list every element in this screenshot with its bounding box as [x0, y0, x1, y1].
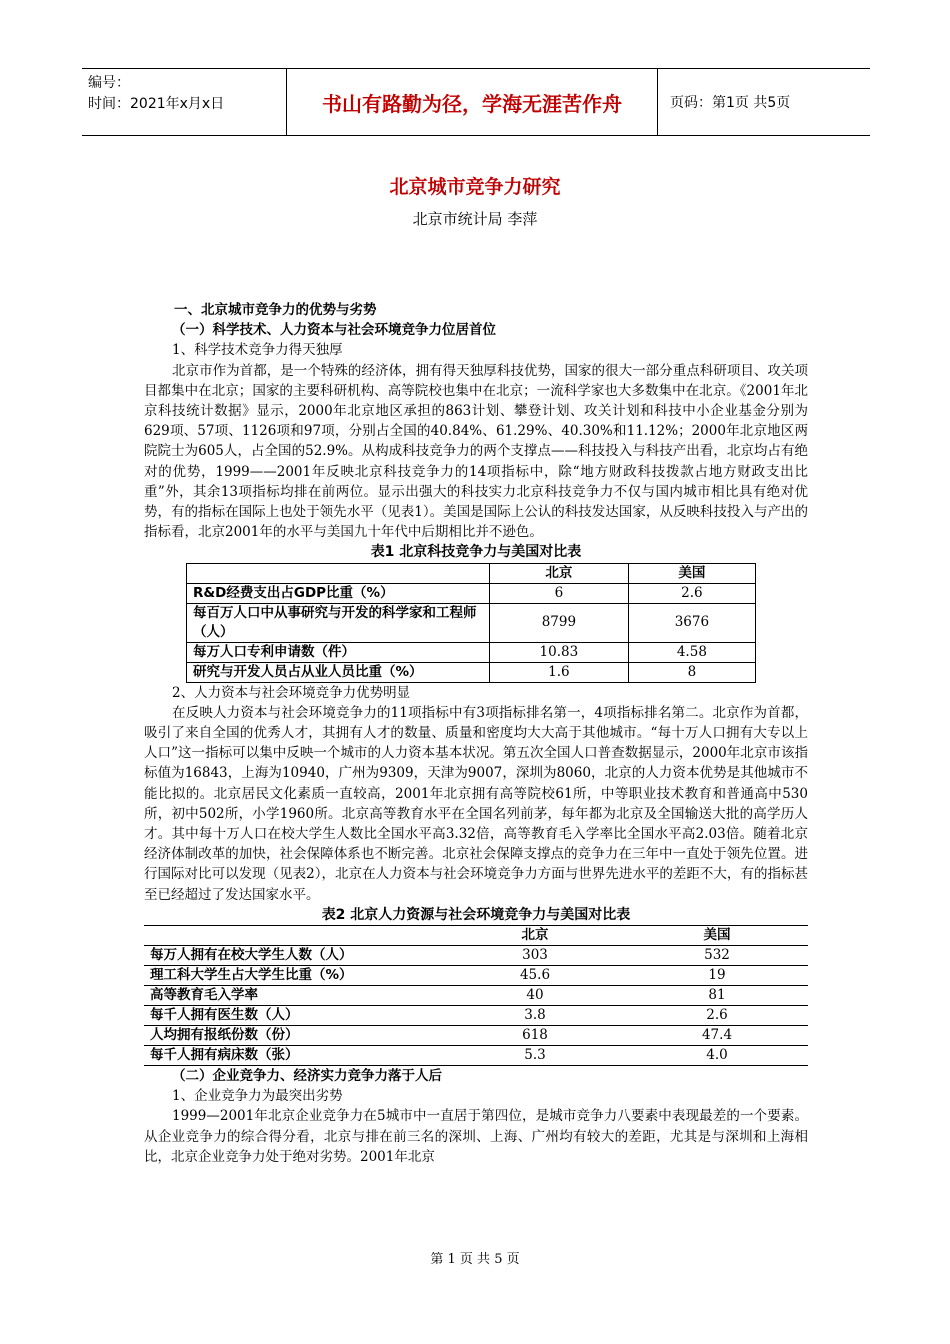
subsection-heading-1: （一）科学技术、人力资本与社会环境竞争力位居首位	[172, 322, 496, 339]
document-author: 北京市统计局 李萍	[412, 210, 538, 228]
header-left	[82, 69, 286, 135]
table-cell-beijing: 40	[444, 986, 626, 1006]
table2	[144, 925, 808, 1066]
header-motto: 书山有路勤为径，学海无涯苦作舟	[286, 69, 658, 135]
table-row	[187, 642, 756, 662]
document-body	[144, 300, 808, 1167]
table-row	[144, 1046, 808, 1066]
page-footer: 第 1 页 共 5 页	[430, 1252, 520, 1267]
item-heading-2: 2、人力资本与社会环境竞争力优势明显	[172, 684, 411, 701]
table-cell-beijing: 303	[444, 946, 626, 966]
table-cell-beijing: 8799	[490, 603, 629, 642]
table-cell-label: 人均拥有报纸份数（份）	[144, 1026, 444, 1046]
table-cell-usa: 532	[626, 946, 808, 966]
item-heading-1: 1、科学技术竞争力得天独厚	[172, 342, 343, 359]
header-page-info: 页码：第1页 共5页	[670, 95, 791, 111]
table1-header-row	[187, 563, 756, 583]
paragraph-2: 在反映人力资本与社会环境竞争力的11项指标中有3项指标排名第一，4项指标排名第二。北京作为首都，吸引了来自全国的优秀人才，其拥有人才的数量、质量和密度均大大高于其他城市。“每十万人口拥有大专以上人口”这一指标可以集中反映一个城市的人力资本基本状况。第五次全国人口普查数据显示，2000年北京市该指标值为16843，上海为10940，广州为9309，天津为9007，深圳为8060，北京的人力资本优势是其他城市不能比拟的。北京居民文化素质一直较高，2001年北京拥有高等院校61所，中等职业技术教育和普通高中530所，初中502所，小学1960所。北京高等教育水平在全国名列前茅，每年都为北京及全国输送大批的高学历人才。其中每十万人口在校大学生人数比全国水平高3.32倍，高等教育毛入学率比全国水平高2.03倍。随着北京经济体制改革的加快，社会保障体系也不断完善。北京社会保障支撑点的竞争力在三年中一直处于领先位置。进行国际对比可以发现（见表2），北京在人力资本与社会环境竞争力方面与世界先进水平的差距不大，有的指标甚至已经超过了发达国家水平。	[144, 704, 808, 903]
table-cell-usa: 19	[626, 966, 808, 986]
table1-caption: 表1 北京科技竞争力与美国对比表	[370, 544, 582, 561]
subsection-heading-2: （二）企业竞争力、经济实力竞争力落于人后	[172, 1068, 442, 1085]
paragraph-1: 北京市作为首都，是一个特殊的经济体，拥有得天独厚科技优势，国家的很大一部分重点科研项目、攻关项目都集中在北京；国家的主要科研机构、高等院校也集中在北京；一流科学家也大多数集中在北京。《2001年北京科技统计数据》显示，2000年北京地区承担的863计划、攀登计划、攻关计划和科技中小企业基金分别为629项、57项、1126项和97项，分别占全国的40.84%、61.29%、40.30%和11.12%；2000年北京地区两院院士为605人，占全国的52.9%。从构成科技竞争力的两个支撑点——科技投入与科技产出看，北京均占有绝对的优势，1999——2001年反映北京科技竞争力的14项指标中，除“地方财政科技拨款占地方财政支出比重”外，其余13项指标均排在前两位。显示出强大的科技实力北京科技竞争力不仅与国内城市相比具有绝对优势，有的指标在国际上也处于领先水平（见表1）。美国是国际上公认的科技发达国家，从反映科技投入与产出的指标看，北京2001年的水平与美国九十年代中后期相比并不逊色。	[144, 362, 808, 541]
table-cell-label: 每万人口专利申请数（件）	[187, 642, 490, 662]
paragraph-3: 1999—2001年北京企业竞争力在5城市中一直居于第四位，是城市竞争力八要素中表现最差的一个要素。从企业竞争力的综合得分看，北京与排在前三名的深圳、上海、广州均有较大的差距，尤其是与深圳和上海相比，北京企业竞争力处于绝对劣势。2001年北京	[144, 1108, 808, 1165]
table-cell-label: 每万人拥有在校大学生人数（人）	[144, 946, 444, 966]
table2-header-cell	[144, 926, 444, 946]
table2-caption: 表2 北京人力资源与社会环境竞争力与美国对比表	[321, 906, 631, 923]
table-cell-label: 每百万人口中从事研究与开发的科学家和工程师（人）	[187, 603, 490, 642]
table-cell-label: 每千人拥有医生数（人）	[144, 1006, 444, 1026]
table-cell-usa: 3676	[628, 603, 755, 642]
table1-header-cell: 美国	[628, 563, 755, 583]
table1-header-cell: 北京	[490, 563, 629, 583]
table-row	[144, 1026, 808, 1046]
table-cell-label: 每千人拥有病床数（张）	[144, 1046, 444, 1066]
document-number-label: 编号：	[88, 75, 130, 91]
table-cell-beijing: 5.3	[444, 1046, 626, 1066]
table-row	[144, 1006, 808, 1026]
item-heading-3: 1、企业竞争力为最突出劣势	[172, 1088, 343, 1105]
table-cell-beijing: 6	[490, 583, 629, 603]
table1	[186, 563, 756, 683]
section-heading: 一、北京城市竞争力的优势与劣势	[174, 302, 377, 318]
table-row	[144, 946, 808, 966]
table-cell-usa: 4.58	[628, 642, 755, 662]
table-row	[187, 603, 756, 642]
table-cell-beijing: 10.83	[490, 642, 629, 662]
table-row	[144, 966, 808, 986]
table-cell-beijing: 1.6	[490, 662, 629, 682]
table-cell-usa: 81	[626, 986, 808, 1006]
page-header	[82, 68, 870, 136]
table-cell-usa: 4.0	[626, 1046, 808, 1066]
table-cell-label: R&D经费支出占GDP比重（%）	[187, 583, 490, 603]
document-title: 北京城市竞争力研究	[389, 176, 561, 198]
table2-header-cell: 美国	[626, 926, 808, 946]
table-cell-label: 研究与开发人员占从业人员比重（%）	[187, 662, 490, 682]
table-cell-beijing: 618	[444, 1026, 626, 1046]
table2-header-cell: 北京	[444, 926, 626, 946]
document-date: 时间：2021年x月x日	[88, 96, 225, 112]
table1-header-cell	[187, 563, 490, 583]
table-cell-label: 高等教育毛入学率	[144, 986, 444, 1006]
table-cell-beijing: 3.8	[444, 1006, 626, 1026]
table-row	[187, 583, 756, 603]
table-cell-beijing: 45.6	[444, 966, 626, 986]
table2-header-row	[144, 926, 808, 946]
table-cell-usa: 8	[628, 662, 755, 682]
table-cell-usa: 47.4	[626, 1026, 808, 1046]
table-cell-label: 理工科大学生占大学生比重（%）	[144, 966, 444, 986]
table-row	[187, 662, 756, 682]
table-cell-usa: 2.6	[628, 583, 755, 603]
table-row	[144, 986, 808, 1006]
table-cell-usa: 2.6	[626, 1006, 808, 1026]
